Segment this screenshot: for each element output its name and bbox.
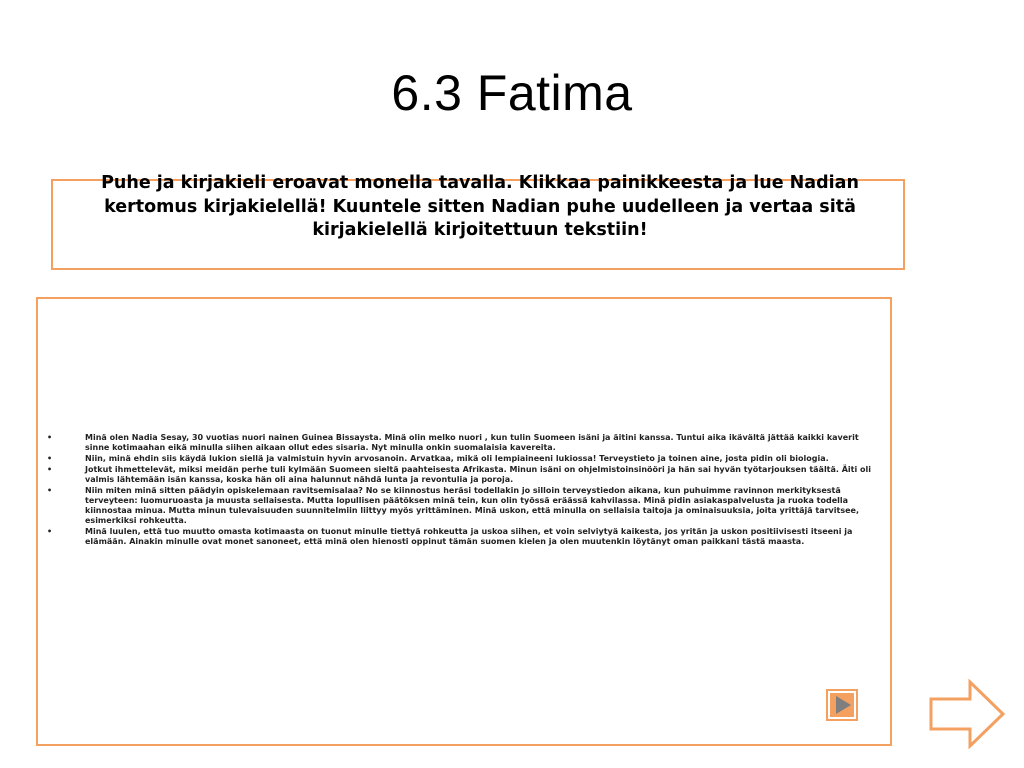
bullet-icon: • — [47, 465, 53, 474]
play-button[interactable] — [826, 689, 858, 721]
next-arrow-icon[interactable] — [928, 679, 1006, 749]
bullet-icon: • — [47, 454, 53, 463]
paragraph-text: Jotkut ihmettelevät, miksi meidän perhe tuli kylmään Suomeen sieltä paahteisesta Afrikasta. Minun isäni on ohjelmistoinsinööri ja hän sai hyvän työtarjouksen täältä. Äiti oli valmis lähtemään isän kanssa, koska hän oli aina halunnut nähdä lunta ja revontulia ja poroja. — [85, 465, 871, 484]
paragraph-text: Minä olen Nadia Sesay, 30 vuotias nuori nainen Guinea Bissaysta. Minä olin melko nuori , kun tulin Suomeen isäni ja äitini kanssa. Tuntui aika ikävältä jättää kaikki kaverit sinne kotimaahan eikä minulla siihen aikaan ollut edes sisaria. Nyt minulla onkin suomalaisia kavereita. — [85, 433, 859, 452]
list-item — [44, 454, 884, 464]
bullet-icon: • — [47, 433, 53, 442]
instruction-text: Puhe ja kirjakieli eroavat monella tavalla. Klikkaa painikkeesta ja lue Nadian kertomus kirjakielellä! Kuuntele sitten Nadian puhe uudelleen ja vertaa sitä kirjakielellä kirjoitettuun tekstiin! — [101, 173, 859, 240]
paragraph-text: Niin, minä ehdin siis käydä lukion siellä ja valmistuin hyvin arvosanoin. Arvatkaa, mikä oli lempiaineeni lukiossa! Terveystieto ja toinen aine, josta pidin oli biologia. — [85, 454, 829, 463]
play-icon — [830, 693, 854, 717]
list-item — [44, 465, 884, 485]
paragraph-text: Minä luulen, että tuo muutto omasta kotimaasta on tuonut minulle tiettyä rohkeutta ja uskoa siihen, et voin selviytyä kaikesta, jos yritän ja uskon positiivisesti itseeni ja elämään. Ainakin minulle ovat monet sanoneet, että minä olen hienosti oppinut tämän suomen kielen ja olen muutenkin löytänyt oman paikkani tästä maasta. — [85, 527, 853, 546]
transcript-list — [44, 433, 884, 548]
list-item — [44, 433, 884, 453]
slide-title: 6.3 Fatima — [391, 65, 633, 121]
bullet-icon: • — [47, 527, 53, 536]
bullet-icon: • — [47, 486, 53, 495]
list-item — [44, 527, 884, 547]
list-item — [44, 486, 884, 526]
paragraph-text: Niin miten minä sitten päädyin opiskelemaan ravitsemisalaa? No se kiinnostus heräsi todellakin jo silloin terveystiedon aikana, kun puhuimme ravinnon merkityksestä terveyteen: luomuruoasta ja muusta sellaisesta. Mutta lopullisen päätöksen minä tein, kun olin työssä eräässä kahvilassa. Minä pidin asiakaspalvelusta ja ruoka todella kiinnostaa minua. Mutta minun tulevaisuuden suunnitelmiin liittyy myös yrittäminen. Minä uskon, että minulla on sellaisia taitoja ja ominaisuuksia, joita yrittäjä tarvitsee, esimerkiksi rohkeutta. — [85, 486, 859, 525]
